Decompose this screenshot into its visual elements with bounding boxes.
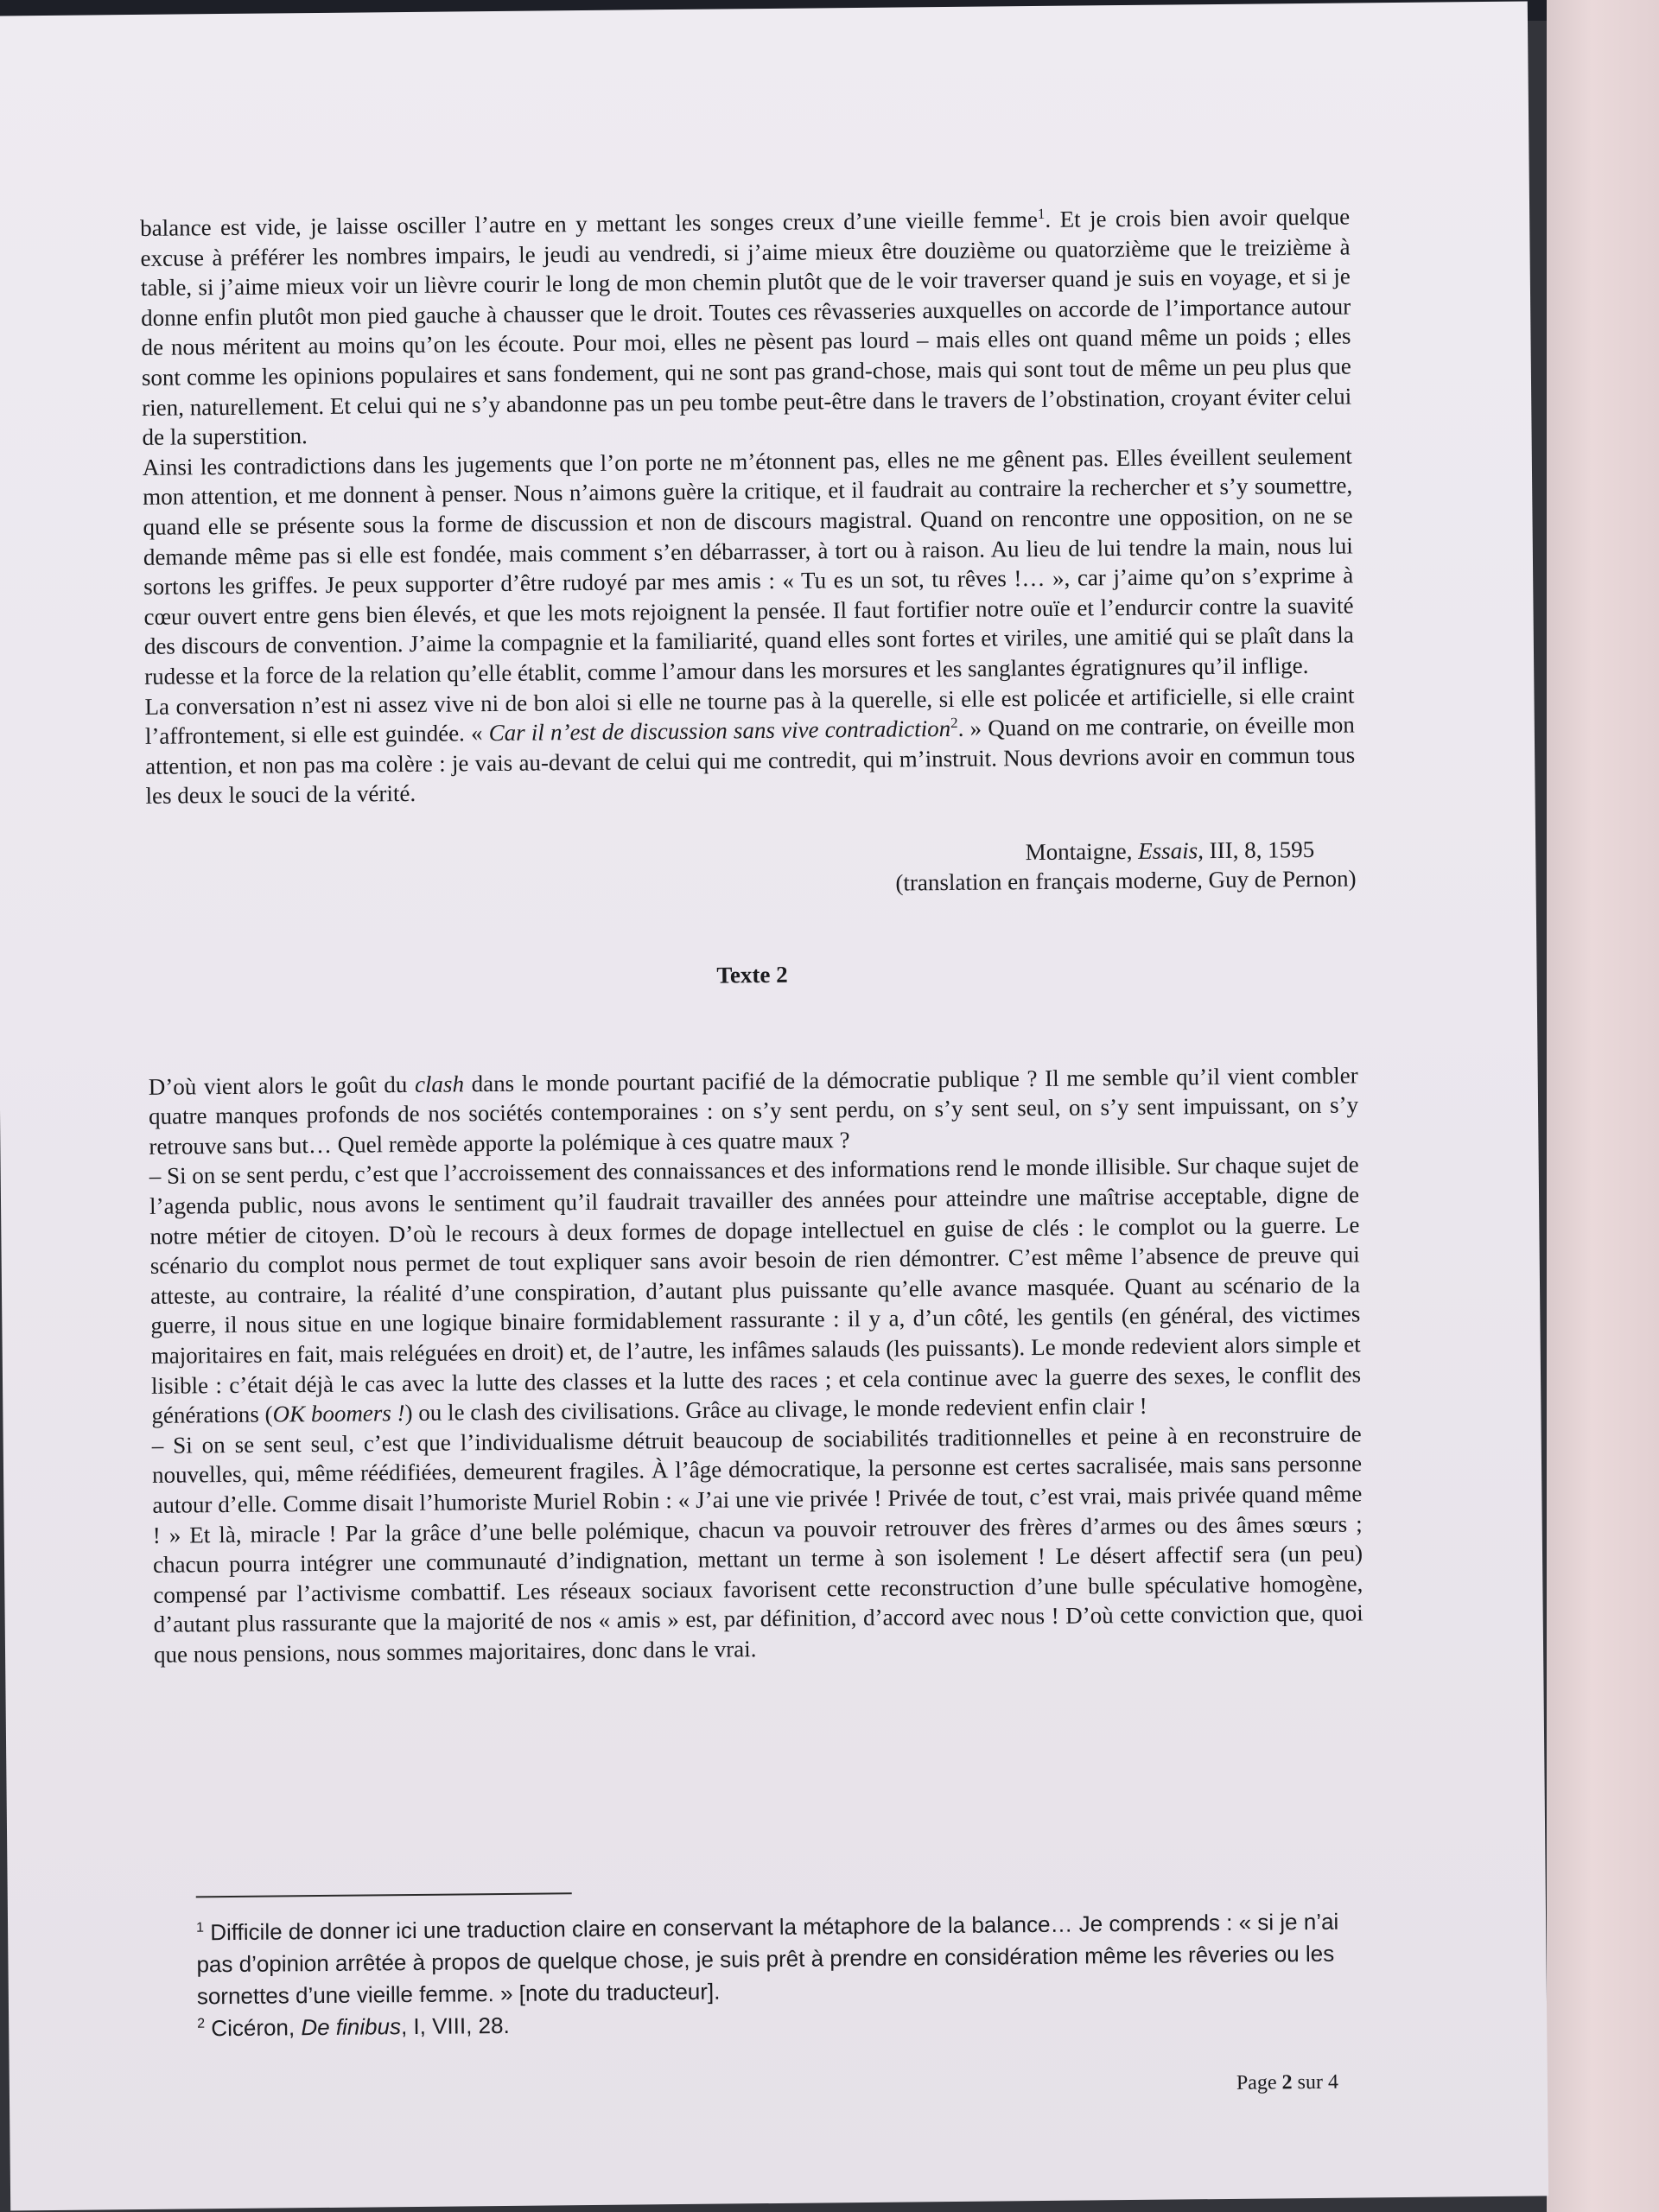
page-number: Page 2 sur 4 xyxy=(1236,2070,1338,2094)
text-2-paragraph-3: – Si on se sent seul, c’est que l’individualisme détruit beaucoup de sociabilités traditionnelles et peine à en reconstruire de nouvelles, qui, même réédifiées, demeurent fragiles. À l’âge démocratique, la personne est certes sacralisée, mais sans personne autour d’elle. Comme disait l’humoriste Muriel Robin : « J’ai une vie privée ! Privée de tout, c’est vrai, mais privée quand même ! » Et là, miracle ! Par la grâce d’une belle polémique, chacun va pouvoir retrouver des frères d’armes ou des âmes sœurs ; chacun pourra intégrer une communauté d’indignation, mettant un terme à son isolement ! Le désert affectif sera (un peu) compensé par l’activisme combattif. Les réseaux sociaux favorisent cette reconstruction d’une bulle spéculative homogène, d’autant plus rassurante que la majorité de nos « amis » est, par définition, d’accord avec nous ! D’où cette conviction que, quoi que nous pensions, nous sommes majoritaires, donc dans le vrai. xyxy=(151,1421,1363,1668)
text-1-attribution xyxy=(146,834,1357,906)
text-2-heading: Texte 2 xyxy=(716,961,788,988)
text-1 xyxy=(140,202,1357,906)
footnote-1: $^1$ Difficile de donner ici une traduction claire en conservant la métaphore de la balance… Je comprends : « si je n’ai pas d’opinion arrêtée à propos de quelque chose, je suis prêt à prendre en considération même les rêveries ou les sornettes d’une vieille femme. » [note du traducteur]. xyxy=(196,1908,1339,2010)
translation-credit: (translation en français moderne, Guy de Pernon) xyxy=(895,865,1357,897)
text-2-paragraph-2: – Si on se sent perdu, c’est que l’accroissement des connaissances et des informations rend le monde illisible. Sur chaque sujet de l’agenda public, nous avons le sentiment qu’il faudrait travailler des années pour atteindre une maîtrise acceptable, digne de notre métier de citoyen. D’où le recours à deux formes de dopage intellectuel en guise de clés : le complot ou la guerre. Le scénario du complot nous permet de tout expliquer sans avoir besoin de rien démontrer. C’est même l’absence de preuve qui atteste, au contraire, la réalité d’une conspiration, d’autant plus puissante qu’elle avance masquée. Quant au scénario de la guerre, il nous situe en une logique binaire formidablement rassurante : il y a, d’un côté, les gentils (en général, des victimes majoritaires en fait, mais reléguées en droit) et, de l’autre, les infâmes salauds (les puissants). Le monde redevient alors simple et lisible : c’était déjà le cas avec la lutte des classes et la lutte des races ; et cela continue avec la guerre des sexes, le conflit des générations (OK boomers !) ou le clash des civilisations. Grâce au clivage, le monde redevient enfin clair ! xyxy=(149,1151,1362,1429)
next-sheet-edge xyxy=(1547,0,1659,2212)
footnote-ref-1: 1 xyxy=(1037,205,1046,222)
document-page xyxy=(0,2,1548,2211)
source-citation: Montaigne, Essais, III, 8, 1595 xyxy=(1025,836,1315,866)
text-1-paragraph-3: La conversation n’est ni assez vive ni de bon aloi si elle ne tourne pas à la querelle, si elle est policée et artificielle, si elle craint l’affrontement, si elle est guindée. « Car il n’est de discussion sans vive contradiction$^2$. » Quand on me contrarie, on éveille mon attention, et non pas ma colère : je vais au-devant de celui qui me contredit, qui m’instruit. Nous devrions avoir en commun tous les deux le souci de la vérité. xyxy=(144,681,1356,810)
text-1-paragraph-2: Ainsi les contradictions dans les jugements que l’on porte ne m’étonnent pas, elles ne me gênent pas. Elles éveillent seulement mon attention, et me donnent à penser. Nous n’aimons guère la critique, et il faudrait au contraire la rechercher et s’y soumettre, quand elle se présente sous la forme de discussion et non de discours magistral. Quand on rencontre une opposition, on ne se demande même pas si elle est fondée, mais comment s’en débarrasser, à tort ou à raison. Au lieu de lui tendre la main, nous lui sortons les griffes. Je peux supporter d’être rudoyé par mes amis : « Tu es un sot, tu rêves !… », car j’aime qu’on s’exprime à cœur ouvert entre gens bien élevés, et que les mots rejoignent la pensée. Il faut fortifier notre ouïe et l’endurcir contre la suavité des discours de convention. J’aime la compagnie et la familiarité, quand elles sont fortes et viriles, une amitié qui se plaît dans la rudesse et la force de la relation qu’elle établit, comme l’amour dans les morsures et les sanglantes égratignures qu’il inflige. xyxy=(142,442,1354,690)
text-1-paragraph-1: balance est vide, je laisse osciller l’autre en y mettant les songes creux d’une vieille femme$^1$. Et je crois bien avoir quelque excuse à préférer les nombres impairs, le jeudi au vendredi, si j’aime mieux être douzième ou quatorzième que le treizième à table, si j’aime mieux voir un lièvre courir le long de mon chemin plutôt que de le voir traverser quand je suis en voyage, et si je donne enfin plutôt mon pied gauche à chausser que le droit. Toutes ces rêvasseries auxquelles on accorde de l’importance autour de nous méritent au moins qu’on les écoute. Pour moi, elles ne pèsent pas lourd – mais elles ont quand même un poids ; elles sont comme les opinions populaires et sans fondement, qui ne sont pas grand-chose, mais qui sont tout de même un peu plus que rien, naturellement. Et celui qui ne s’y abandonne pas un peu tombe peut-être dans le travers de l’obstination, croyant éviter celui de la superstition. xyxy=(140,203,1352,451)
footnote-ref-2: 2 xyxy=(950,714,958,732)
footnote-separator xyxy=(196,1892,572,1897)
cicero-quote: Car il n’est de discussion sans vive contradiction xyxy=(488,715,951,747)
text-2-paragraph-1: D’où vient alors le goût du clash dans le monde pourtant pacifié de la démocratie publique ? Il me semble qu’il vient combler quatre manques profonds de nos sociétés contemporaines : on s’y sent perdu, on s’y sent seul, on s’y sent impuissant, on s’y retrouve sans but… Quel remède apporte la polémique à ces quatre maux ? xyxy=(148,1062,1359,1160)
footnote-2: $^2$ Cicéron, De finibus, I, VIII, 28. xyxy=(197,2012,510,2042)
page-body xyxy=(140,202,1363,1670)
text-2 xyxy=(149,1060,1364,1669)
footnotes xyxy=(196,1885,1373,2044)
